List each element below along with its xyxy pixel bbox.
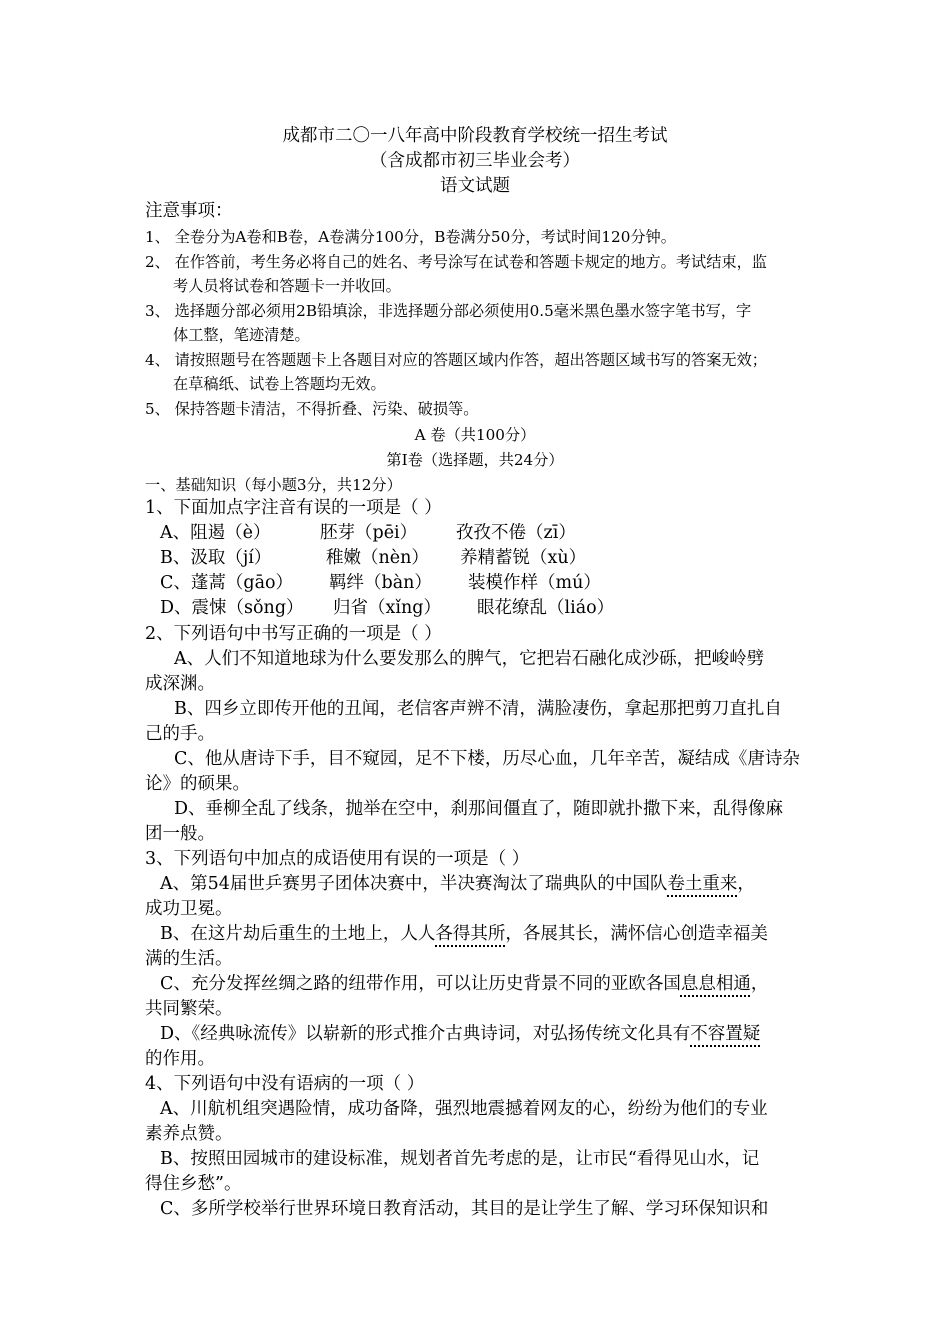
note-item: 考人员将试卷和答题卡一并收回。 [173, 277, 401, 295]
q4-option-line: C、多所学校举行世界环境日教育活动，其目的是让学生了解、学习环保知识和 [160, 1199, 769, 1219]
q2-option-line: D、垂柳全乱了线条，抛举在空中，刹那间僵直了，随即就扑撒下来，乱得像麻 [174, 799, 784, 819]
note-item: 在草稿纸、试卷上答题均无效。 [173, 375, 386, 393]
q3-c-punct: ， [750, 974, 769, 994]
q3-option-a [160, 876, 755, 894]
q1-option: 装模作样（mú） [468, 573, 601, 593]
q1-option: 胚芽（pēi） [320, 523, 418, 543]
q3-c-idiom: 息息相通 [680, 974, 751, 994]
q1-option: 归省（xǐng） [333, 598, 441, 618]
q2-option-line: A、人们不知道地球为什么要发那么的脾气，它把岩石融化成沙砾，把峻岭劈 [174, 649, 765, 669]
q1-stem: 1、下面加点字注音有误的一项是（ ） [145, 498, 442, 518]
q3-option-c-cont: 共同繁荣。 [145, 999, 233, 1019]
q2-option-line: B、四乡立即传开他的丑闻，老信客声辨不清，满脸凄伤，拿起那把剪刀直扎自 [174, 699, 782, 719]
subject-title: 语文试题 [440, 176, 510, 196]
note-item: 4、 请按照题号在答题题卡上各题目对应的答题区域内作答，超出答题区域书写的答案无效； [145, 351, 767, 369]
q3-d-idiom: 不容置疑 [690, 1024, 761, 1044]
q3-b-text-end: ，各展其长，满怀信心创造幸福美 [505, 924, 768, 944]
q2-option-line: 团一般。 [145, 824, 215, 844]
q4-option-line: A、川航机组突遇险情，成功备降，强烈地震撼着网友的心，纷纷为他们的专业 [160, 1099, 768, 1119]
q1-option: 稚嫩（nèn） [326, 548, 429, 568]
q3-option-d-cont: 的作用。 [145, 1049, 215, 1069]
q3-b-idiom: 各得其所 [435, 924, 506, 944]
q3-stem: 3、下列语句中加点的成语使用有误的一项是（ ） [145, 849, 530, 869]
q1-option: D、震悚（sǒng） [160, 598, 304, 618]
q4-stem: 4、下列语句中没有语病的一项（ ） [145, 1074, 425, 1094]
note-item: 5、 保持答题卡清洁，不得折叠、污染、破损等。 [145, 400, 479, 418]
note-item: 2、 在作答前，考生务必将自己的姓名、考号涂写在试卷和答题卡规定的地方。考试结束，监 [145, 253, 767, 271]
q3-d-text: D、《经典咏流传》以崭新的形式推介古典诗词，对弘扬传统文化具有 [160, 1024, 691, 1044]
q3-option-b [160, 926, 768, 944]
q4-option-line: B、按照田园城市的建设标准，规划者首先考虑的是，让市民“看得见山水，记 [160, 1149, 760, 1169]
q1-option: 孜孜不倦（zī） [456, 523, 576, 543]
q1-option: C、蓬蒿（gāo） [160, 573, 294, 593]
q4-option-line: 得住乡愁”。 [145, 1174, 242, 1194]
q3-c-text: C、充分发挥丝绸之路的纽带作用，可以让历史背景不同的亚欧各国 [160, 974, 681, 994]
q3-a-punct: ， [737, 874, 755, 894]
q2-option-line: 成深渊。 [145, 674, 215, 694]
exam-subtitle: （含成都市初三毕业会考） [370, 151, 580, 171]
part-one-title: 第Ⅰ卷（选择题，共24分） [386, 451, 564, 469]
q3-option-b-cont: 满的生活。 [145, 949, 233, 969]
group-one-title: 一、基础知识（每小题3分，共12分） [145, 476, 402, 494]
exam-title: 成都市二〇一八年高中阶段教育学校统一招生考试 [282, 126, 668, 146]
q1-option: B、汲取（jí） [160, 548, 272, 568]
q3-b-text: B、在这片劫后重生的土地上，人人 [160, 924, 436, 944]
note-item: 3、 选择题分部必须用2B铅填涂，非选择题分部必须使用0.5毫米黑色墨水签字笔书写，字 [145, 302, 752, 320]
q3-option-c [160, 976, 768, 994]
note-item: 1、 全卷分为A卷和B卷，A卷满分100分，B卷满分50分，考试时间120分钟。 [145, 228, 676, 246]
section-a-title: A 卷（共100分） [414, 426, 536, 444]
q3-a-idiom: 卷土重来 [667, 874, 738, 894]
q2-option-line: 己的手。 [145, 724, 215, 744]
q4-option-line: 素养点赞。 [145, 1124, 233, 1144]
q1-option: A、阻遏（è） [160, 523, 271, 543]
q2-option-line: C、他从唐诗下手，目不窥园，足不下楼，历尽心血，几年辛苦，凝结成《唐诗杂 [174, 749, 800, 769]
q1-option: 眼花缭乱（liáo） [477, 598, 615, 618]
note-item: 体工整，笔迹清楚。 [173, 326, 310, 344]
q3-option-d [160, 1026, 760, 1044]
q2-option-line: 论》的硕果。 [145, 774, 250, 794]
notes-heading: 注意事项： [145, 201, 233, 221]
q1-option: 养精蓄锐（xù） [460, 548, 587, 568]
q3-option-a-cont: 成功卫冕。 [145, 899, 233, 919]
q2-stem: 2、下列语句中书写正确的一项是（ ） [145, 624, 442, 644]
q1-option: 羁绊（bàn） [329, 573, 432, 593]
q3-a-text: A、第54届世乒赛男子团体决赛中，半决赛淘汰了瑞典队的中国队 [160, 874, 668, 894]
